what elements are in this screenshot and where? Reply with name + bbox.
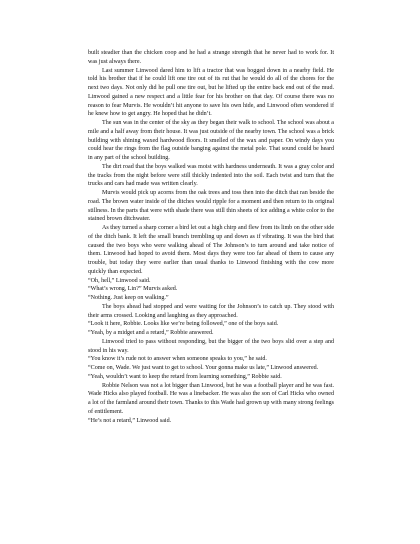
paragraph: Robbie Nelson was not a lot bigger than Linwood, but he was a football player and he was fast. Wade Hicks also played football. He was a linebacker. He was also the son of Carl Hicks who owned a lot of the farmland around their town. Thanks to this Wade had grown up with many strong feelings of entitlement.	[88, 382, 334, 415]
paragraph: As they turned a sharp corner a bird let out a high chirp and flew from its limb on the other side of the ditch bank. It left the small branch trembling up and down as if vibrating. It was the bird that caused the two boys who were walking ahead of The Johnson’s to turn around and take notice of them. Linwood had hoped to avoid them. Most days they were too far ahead of them to cause any trouble, but today they were earlier than usual thanks to Linwood finishing with the cow more quickly than expected.	[88, 225, 334, 275]
dialogue-line: “He’s not a retard,” Linwood said.	[88, 417, 172, 424]
dialogue-line: “Nothing. Just keep on walking.”	[88, 295, 169, 301]
dialogue-line: “You know it’s rude not to answer when someone speaks to you,” he said.	[88, 356, 267, 363]
dialogue-line: “Look it here, Robbie. Looks like we’re being followed,” one of the boys said.	[88, 321, 279, 328]
dialogue-line: “Come on, Wade. We just want to get to school. Your gonna make us late,” Linwood answered.	[88, 365, 319, 371]
paragraph: built steadier than the chicken coop and he had a strange strength that he never had to work for. It was just always there.	[88, 50, 334, 65]
dialogue-line: “Yeah, by a midget and a retard,” Robbie answered.	[88, 330, 214, 336]
paragraph: The boys ahead had stopped and were waiting for the Johnson’s to catch up. They stood with their arms crossed. Looking and laughing as they approached.	[88, 303, 334, 319]
paragraph: Last summer Linwood dared him to lift a tractor that was bogged down in a nearby field. He told his brother that if he could lift one tire out of its rut that he would do all of the chores for the next two days. Not only did he pull one tire out, but he lifted up the entire back end out of the mud. Linwood gained a new respect and a little fear for his brother on that day. Of course there was no reason to fear Murvis. He wouldn’t hit anyone to save his own hide, and Linwood often wondered if he knew how to get angry. He hoped that he didn’t.	[88, 67, 334, 118]
paragraph: Murvis would pick up acorns from the oak trees and toss then into the ditch that ran beside the road. The brown water inside of the ditches would ripple for a moment and then return to its original stillness. In the parts that were with shade there was still thin sheets of ice adding a white color to the stained brown ditchwater.	[88, 190, 334, 223]
paragraph: Linwood tried to pass without responding, but the bigger of the two boys slid over a step and stood in his way.	[88, 338, 334, 354]
dialogue-line: “Oh, hell,” Linwood said.	[88, 277, 151, 284]
dialogue-line: “What’s wrong, Lin?” Murvis asked.	[88, 286, 178, 293]
paragraph: The dirt road that the boys walked was moist with hardness underneath. It was a gray color and the tracks from the night before were still thickly indented into the soil. Each twist and turn that the trucks and cars had made was written clearly.	[88, 163, 334, 188]
body-text	[88, 49, 334, 425]
paragraph: The sun was in the center of the sky as they began their walk to school. The school was about a mile and a half away from their house. It was just outside of the nearby town. The school was a brick building with shining waxed hardwood floors. It smelled of the wax and paper. On windy days you could hear the rings from the flag outside banging against the metal pole. That sound could be heard in any part of the school building.	[88, 120, 334, 161]
dialogue-line: “Yeah, wouldn’t want to keep the retard from learning something,” Robbie said.	[88, 373, 282, 380]
